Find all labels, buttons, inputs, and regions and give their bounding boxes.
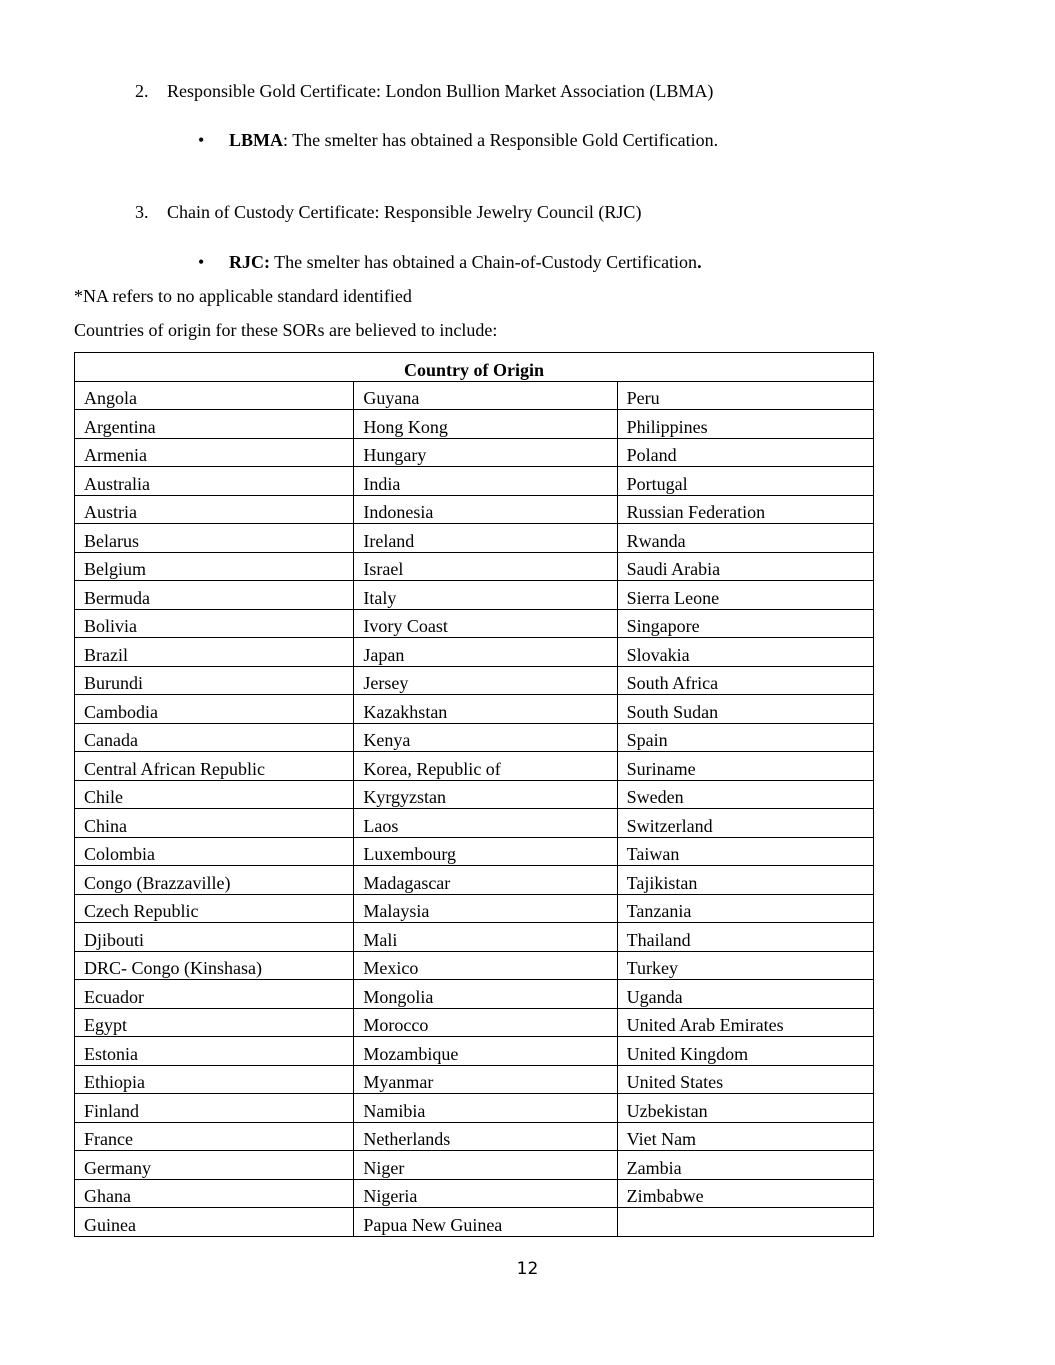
table-cell: Uzbekistan xyxy=(617,1094,873,1123)
table-cell: Peru xyxy=(617,381,873,410)
table-cell: Tanzania xyxy=(617,894,873,923)
table-row xyxy=(75,1122,874,1151)
page-number: 12 xyxy=(516,1259,539,1279)
table-row xyxy=(75,923,874,952)
table-row xyxy=(75,866,874,895)
table-cell: Mongolia xyxy=(354,980,617,1009)
na-note: *NA refers to no applicable standard identified xyxy=(74,286,412,306)
table-row xyxy=(75,467,874,496)
table-cell: Sierra Leone xyxy=(617,581,873,610)
table-header-row xyxy=(75,353,874,382)
table-row xyxy=(75,1008,874,1037)
table-cell: Madagascar xyxy=(354,866,617,895)
table-cell: Philippines xyxy=(617,410,873,439)
table-cell: Ghana xyxy=(75,1179,354,1208)
countries-intro: Countries of origin for these SORs are believed to include: xyxy=(74,320,498,340)
table-cell: Estonia xyxy=(75,1037,354,1066)
table-cell: Kyrgyzstan xyxy=(354,780,617,809)
table-row xyxy=(75,524,874,553)
bullet-item-lbma xyxy=(198,130,719,151)
table-cell: India xyxy=(354,467,617,496)
table-row xyxy=(75,410,874,439)
table-cell: Belarus xyxy=(75,524,354,553)
table-cell: Ireland xyxy=(354,524,617,553)
table-row xyxy=(75,1151,874,1180)
table-cell: Guyana xyxy=(354,381,617,410)
table-cell: Laos xyxy=(354,809,617,838)
table-row xyxy=(75,695,874,724)
table-row xyxy=(75,837,874,866)
table-cell: Sweden xyxy=(617,780,873,809)
table-cell: Central African Republic xyxy=(75,752,354,781)
table-cell: United Arab Emirates xyxy=(617,1008,873,1037)
table-row xyxy=(75,723,874,752)
table-cell: Guinea xyxy=(75,1208,354,1237)
table-cell: Austria xyxy=(75,495,354,524)
table-cell: United States xyxy=(617,1065,873,1094)
table-cell: DRC- Congo (Kinshasa) xyxy=(75,951,354,980)
list-number: 3. xyxy=(135,202,149,222)
table-row xyxy=(75,381,874,410)
table-cell: Belgium xyxy=(75,552,354,581)
bullet-text: The smelter has obtained a Chain-of-Custody Certification xyxy=(270,252,698,272)
list-item-text: Responsible Gold Certificate: London Bullion Market Association (LBMA) xyxy=(167,81,714,101)
table-cell: Hungary xyxy=(354,438,617,467)
table-cell: Saudi Arabia xyxy=(617,552,873,581)
table-cell: Finland xyxy=(75,1094,354,1123)
table-cell: Djibouti xyxy=(75,923,354,952)
table-cell: Cambodia xyxy=(75,695,354,724)
table-cell: Indonesia xyxy=(354,495,617,524)
table-cell: Tajikistan xyxy=(617,866,873,895)
table-cell: Colombia xyxy=(75,837,354,866)
table-cell: South Africa xyxy=(617,666,873,695)
table-cell: Netherlands xyxy=(354,1122,617,1151)
table-cell: Morocco xyxy=(354,1008,617,1037)
table-cell: Viet Nam xyxy=(617,1122,873,1151)
table-cell: Brazil xyxy=(75,638,354,667)
table-cell: Burundi xyxy=(75,666,354,695)
table-cell: Taiwan xyxy=(617,837,873,866)
table-cell: Niger xyxy=(354,1151,617,1180)
table-cell: Switzerland xyxy=(617,809,873,838)
table-cell: France xyxy=(75,1122,354,1151)
table-cell: Mali xyxy=(354,923,617,952)
table-row xyxy=(75,581,874,610)
table-cell: Bermuda xyxy=(75,581,354,610)
list-item-2 xyxy=(135,81,714,102)
table-cell: Poland xyxy=(617,438,873,467)
table-cell: Kazakhstan xyxy=(354,695,617,724)
table-row xyxy=(75,638,874,667)
table-row xyxy=(75,495,874,524)
table-cell: Mexico xyxy=(354,951,617,980)
bullet-item-rjc xyxy=(198,252,702,273)
table-row xyxy=(75,894,874,923)
table-cell: Spain xyxy=(617,723,873,752)
table-cell: Kenya xyxy=(354,723,617,752)
table-cell: Papua New Guinea xyxy=(354,1208,617,1237)
table-cell: Slovakia xyxy=(617,638,873,667)
table-cell: Angola xyxy=(75,381,354,410)
table-cell: Canada xyxy=(75,723,354,752)
table-cell: Egypt xyxy=(75,1008,354,1037)
table-cell: Hong Kong xyxy=(354,410,617,439)
table-row xyxy=(75,1037,874,1066)
table-cell: Malaysia xyxy=(354,894,617,923)
bullet-text: The smelter has obtained a Responsible Gold Certification. xyxy=(288,130,719,150)
table-cell: Portugal xyxy=(617,467,873,496)
table-cell: Ivory Coast xyxy=(354,609,617,638)
table-row xyxy=(75,609,874,638)
table-cell: Thailand xyxy=(617,923,873,952)
table-row xyxy=(75,438,874,467)
table-cell: Czech Republic xyxy=(75,894,354,923)
table-row xyxy=(75,1094,874,1123)
table-cell: Germany xyxy=(75,1151,354,1180)
table-cell: Nigeria xyxy=(354,1179,617,1208)
bullet-end: . xyxy=(697,252,702,272)
table-row xyxy=(75,666,874,695)
table-cell: Luxembourg xyxy=(354,837,617,866)
bullet-dot-icon: • xyxy=(198,130,205,150)
table-header: Country of Origin xyxy=(75,353,874,382)
table-cell: United Kingdom xyxy=(617,1037,873,1066)
table-cell: Ethiopia xyxy=(75,1065,354,1094)
table-cell: Israel xyxy=(354,552,617,581)
country-of-origin-table xyxy=(74,352,874,1237)
table-cell: Ecuador xyxy=(75,980,354,1009)
table-cell: Mozambique xyxy=(354,1037,617,1066)
table-row xyxy=(75,552,874,581)
table-cell: Bolivia xyxy=(75,609,354,638)
table-cell: Turkey xyxy=(617,951,873,980)
table-row xyxy=(75,1065,874,1094)
table-cell: Rwanda xyxy=(617,524,873,553)
bullet-separator: : xyxy=(283,130,289,150)
table-cell: Argentina xyxy=(75,410,354,439)
table-cell xyxy=(617,1208,873,1237)
table-cell: Myanmar xyxy=(354,1065,617,1094)
table-row xyxy=(75,809,874,838)
table-cell: Korea, Republic of xyxy=(354,752,617,781)
table-cell: Russian Federation xyxy=(617,495,873,524)
table-row xyxy=(75,752,874,781)
table-cell: Japan xyxy=(354,638,617,667)
table-cell: China xyxy=(75,809,354,838)
table-row xyxy=(75,1179,874,1208)
table-cell: Jersey xyxy=(354,666,617,695)
table-row xyxy=(75,980,874,1009)
bullet-term: RJC: xyxy=(229,252,270,272)
table-row xyxy=(75,1208,874,1237)
table-cell: South Sudan xyxy=(617,695,873,724)
bullet-dot-icon: • xyxy=(198,252,205,272)
table-cell: Uganda xyxy=(617,980,873,1009)
table-cell: Zambia xyxy=(617,1151,873,1180)
table-cell: Zimbabwe xyxy=(617,1179,873,1208)
table-cell: Namibia xyxy=(354,1094,617,1123)
table-cell: Armenia xyxy=(75,438,354,467)
table-cell: Chile xyxy=(75,780,354,809)
table-cell: Singapore xyxy=(617,609,873,638)
bullet-term: LBMA xyxy=(229,130,283,150)
list-item-3 xyxy=(135,202,642,223)
table-cell: Australia xyxy=(75,467,354,496)
table-cell: Congo (Brazzaville) xyxy=(75,866,354,895)
list-item-text: Chain of Custody Certificate: Responsible Jewelry Council (RJC) xyxy=(167,202,642,222)
table-cell: Suriname xyxy=(617,752,873,781)
table-row xyxy=(75,780,874,809)
table-cell: Italy xyxy=(354,581,617,610)
list-number: 2. xyxy=(135,81,149,101)
table-row xyxy=(75,951,874,980)
